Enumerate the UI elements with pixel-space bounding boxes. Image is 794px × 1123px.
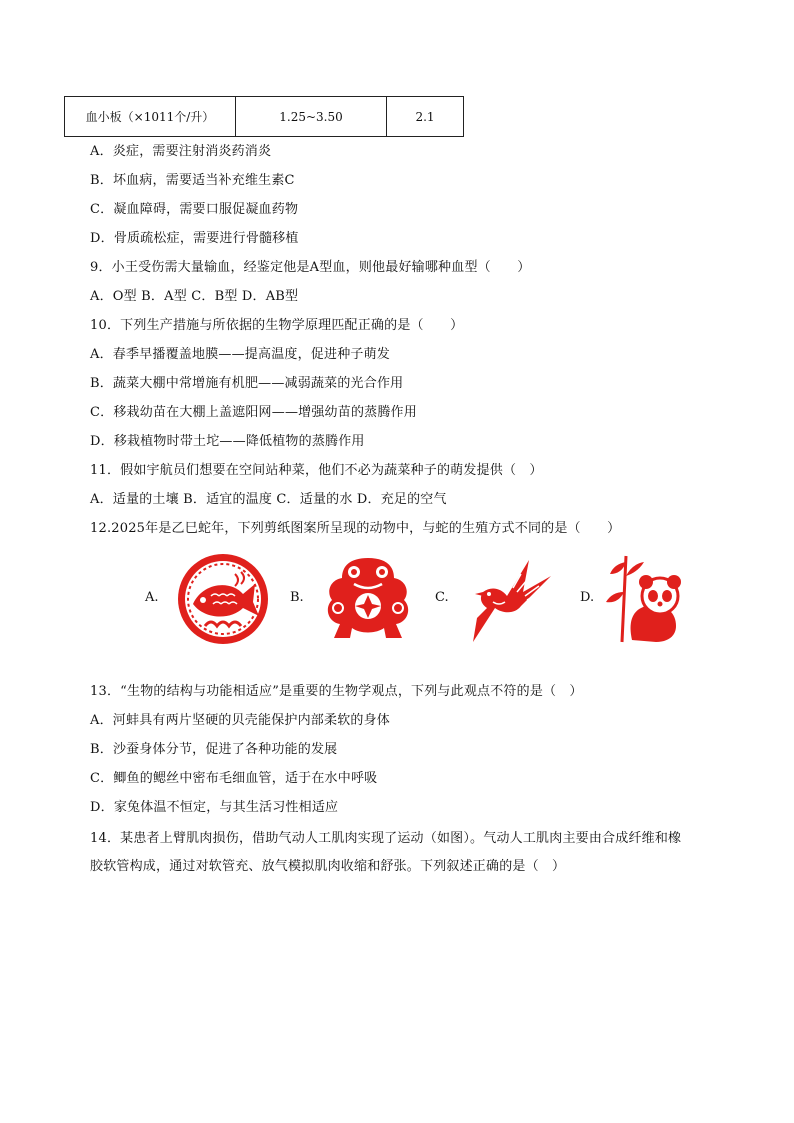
q9-options: A．O型 B．A型 C．B型 D．AB型 bbox=[90, 289, 299, 304]
q10-option-a: A．春季早播覆盖地膜——提高温度，促进种子萌发 bbox=[90, 347, 390, 362]
q10-option-d: D．移栽植物时带土坨——降低植物的蒸腾作用 bbox=[90, 434, 365, 449]
q12-option-c-label: C. bbox=[435, 590, 449, 605]
q12-option-b bbox=[290, 552, 425, 648]
q12-option-b-label: B. bbox=[290, 590, 304, 605]
q8-option-b: B．坏血病，需要适当补充维生素C bbox=[90, 173, 295, 188]
panda-papercut-icon bbox=[602, 552, 698, 646]
q8-option-d: D．骨质疏松症，需要进行骨髓移植 bbox=[90, 231, 299, 246]
q13-option-a: A．河蚌具有两片坚硬的贝壳能保护内部柔软的身体 bbox=[90, 713, 390, 728]
bird-papercut-icon bbox=[457, 552, 553, 646]
q11-options: A．适量的土壤 B．适宜的温度 C．适量的水 D．充足的空气 bbox=[90, 492, 447, 507]
blood-test-table bbox=[64, 96, 464, 137]
q8-option-a: A．炎症，需要注射消炎药消炎 bbox=[90, 144, 272, 159]
q12-stem: 12.2025年是乙巳蛇年，下列剪纸图案所呈现的动物中，与蛇的生殖方式不同的是（ ） bbox=[90, 521, 621, 536]
table-row bbox=[65, 97, 464, 137]
q10-stem: 10．下列生产措施与所依据的生物学原理匹配正确的是（ ） bbox=[90, 318, 464, 333]
q12-image-options bbox=[145, 552, 685, 648]
q13-stem: 13．“生物的结构与功能相适应”是重要的生物学观点，下列与此观点不符的是（ ） bbox=[90, 684, 583, 699]
q13-option-b: B．沙蚕身体分节，促进了各种功能的发展 bbox=[90, 742, 338, 757]
q14-stem-line2: 胶软管构成，通过对软管充、放气模拟肌肉收缩和舒张。下列叙述正确的是（ ） bbox=[90, 859, 566, 874]
frog-papercut-icon bbox=[320, 552, 416, 646]
q12-option-d bbox=[580, 552, 715, 648]
q14-stem-line1: 14．某患者上臂肌肉损伤，借助气动人工肌肉实现了运动（如图）。气动人工肌肉主要由合成纤维和橡 bbox=[90, 831, 682, 846]
q9-stem: 9．小王受伤需大量输血，经鉴定他是A型血，则他最好输哪种血型（ ） bbox=[90, 260, 531, 275]
table-cell-range: 1.25~3.50 bbox=[236, 97, 387, 137]
table-cell-item: 血小板（×1011个/升） bbox=[65, 97, 236, 137]
q13-option-d: D．家兔体温不恒定，与其生活习性相适应 bbox=[90, 800, 339, 815]
q12-option-a-label: A. bbox=[145, 590, 159, 605]
fish-papercut-icon bbox=[175, 552, 271, 646]
q12-option-a bbox=[145, 552, 280, 648]
q10-option-c: C．移栽幼苗在大棚上盖遮阳网——增强幼苗的蒸腾作用 bbox=[90, 405, 417, 420]
q12-option-c bbox=[435, 552, 570, 648]
q13-option-c: C．鲫鱼的鳃丝中密布毛细血管，适于在水中呼吸 bbox=[90, 771, 378, 786]
q11-stem: 11．假如宇航员们想要在空间站种菜，他们不必为蔬菜种子的萌发提供（ ） bbox=[90, 463, 543, 478]
table-cell-value: 2.1 bbox=[387, 97, 464, 137]
q8-option-c: C．凝血障碍，需要口服促凝血药物 bbox=[90, 202, 299, 217]
q10-option-b: B．蔬菜大棚中常增施有机肥——减弱蔬菜的光合作用 bbox=[90, 376, 404, 391]
q12-option-d-label: D. bbox=[580, 590, 595, 605]
